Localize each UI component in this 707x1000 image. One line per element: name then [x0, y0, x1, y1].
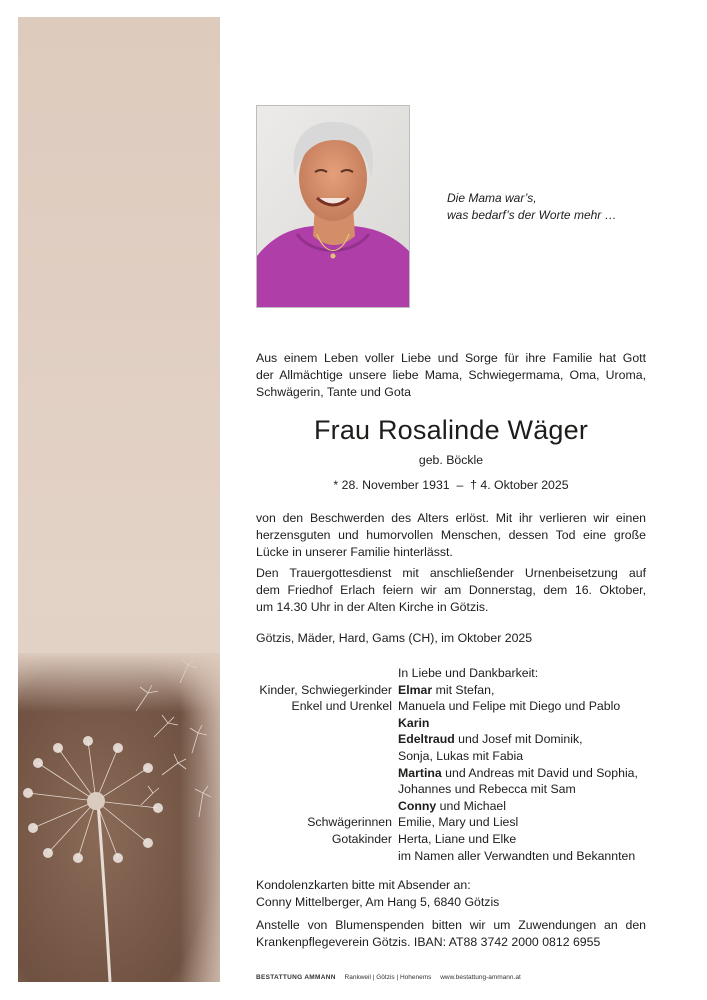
mourner-names — [398, 814, 680, 831]
intro-paragraph — [256, 350, 646, 401]
mourner-rest: Manuela und Felipe mit Diego und Pablo — [398, 699, 621, 714]
condolence-line: Kondolenzkarten bitte mit Absender an: — [256, 878, 471, 892]
mourners-heading: In Liebe und Dankbarkeit: — [398, 666, 539, 680]
mourner-names — [398, 765, 680, 782]
mourner-role — [200, 765, 398, 782]
mourner-role — [200, 715, 398, 732]
mourner-row — [200, 715, 680, 732]
footer — [256, 974, 528, 981]
mourner-role: Kinder, Schwiegerkinder — [259, 682, 392, 697]
mourner-names — [398, 798, 680, 815]
donation-paragraph — [256, 917, 646, 951]
donation-line: Krankenpflegeverein Götzis. IBAN: AT88 3742 2000 0812 6955 — [256, 935, 601, 949]
motto-line: Die Mama war’s, — [447, 191, 537, 205]
mourners-heading-row — [200, 665, 680, 682]
mourner-names — [398, 831, 680, 848]
body-paragraph — [256, 510, 646, 561]
body-line: herzensguten und humorvollen Menschen, dessen Tod eine große — [256, 528, 646, 542]
mourners-list — [200, 665, 680, 864]
service-paragraph — [256, 565, 646, 616]
mourner-role: Schwägerinnen — [307, 815, 392, 830]
mourner-row — [200, 848, 680, 865]
mourner-role: Enkel und Urenkel — [291, 699, 392, 714]
mourner-bold-name: Conny — [398, 798, 437, 813]
condolence-paragraph — [256, 877, 646, 911]
condolence-line: Conny Mittelberger, Am Hang 5, 6840 Götzis — [256, 895, 500, 909]
mourner-row — [200, 781, 680, 798]
mourner-bold-name: Elmar — [398, 682, 433, 697]
mourner-role — [200, 748, 398, 765]
mourner-role — [200, 781, 398, 798]
mourner-names — [398, 731, 680, 748]
intro-line: Aus einem Leben voller Liebe und Sorge für ihre Familie hat Gott — [256, 351, 646, 365]
body-line: Lücke in unserer Familie hinterlässt. — [256, 545, 453, 559]
mourner-row — [200, 765, 680, 782]
portrait-photo — [256, 105, 410, 308]
mourner-row — [200, 814, 680, 831]
deceased-name: Frau Rosalinde Wäger — [313, 415, 589, 445]
mourner-rows — [200, 682, 680, 865]
mourner-names — [398, 848, 680, 865]
mourner-row — [200, 731, 680, 748]
dandelion-image — [18, 653, 220, 982]
mourner-role — [200, 798, 398, 815]
mourner-bold-name: Martina — [398, 765, 442, 780]
birth-name: geb. Böckle — [418, 453, 484, 467]
mourner-rest: und Michael — [436, 798, 506, 813]
intro-line: Schwägerin, Tante und Gota — [256, 385, 411, 399]
mourner-role — [200, 848, 398, 865]
mourner-row — [200, 831, 680, 848]
mourner-role — [200, 731, 398, 748]
mourner-bold-name: Karin — [398, 715, 430, 730]
motto-line: was bedarf’s der Worte mehr … — [447, 208, 617, 222]
mourner-names — [398, 781, 680, 798]
mourner-row — [200, 798, 680, 815]
place-date: Götzis, Mäder, Hard, Gams (CH), im Oktober 2025 — [256, 631, 533, 645]
mourner-rest: Sonja, Lukas mit Fabia — [398, 748, 524, 763]
mourner-names — [398, 715, 680, 732]
donation-line: Anstelle von Blumenspenden bitten wir um Zuwendungen an den — [256, 918, 646, 932]
service-line: dem Friedhof Erlach feiern wir am Donnerstag, dem 16. Oktober, — [256, 583, 646, 597]
motto-quote — [447, 190, 677, 224]
mourner-names — [398, 748, 680, 765]
mourner-names — [398, 682, 680, 699]
mourner-row — [200, 748, 680, 765]
company-name: BESTATTUNG AMMANN — [256, 974, 336, 981]
body-line: von den Beschwerden des Alters erlöst. Mit ihr verlieren wir einen — [256, 511, 646, 525]
life-dates: * 28. November 1931 – † 4. Oktober 2025 — [333, 478, 569, 492]
mourner-rest: mit Stefan, — [432, 682, 495, 697]
company-locations: Rankweil | Götzis | Hohenems — [344, 974, 432, 981]
mourner-rest: Herta, Liane und Elke — [398, 831, 517, 846]
mourner-rest: Johannes und Rebecca mit Sam — [398, 782, 576, 797]
mourner-row — [200, 698, 680, 715]
mourner-names — [398, 698, 680, 715]
mourner-rest: im Namen aller Verwandten und Bekannten — [398, 848, 636, 863]
mourner-rest: Emilie, Mary und Liesl — [398, 815, 519, 830]
company-website[interactable]: www.bestattung-ammann.at — [440, 974, 521, 981]
mourner-rest: und Josef mit Dominik, — [454, 732, 583, 747]
service-line: Den Trauergottesdienst mit anschließender Urnenbeisetzung auf — [256, 566, 646, 580]
mourner-row — [200, 682, 680, 699]
mourner-role: Gotakinder — [331, 831, 392, 846]
mourner-rest: und Andreas mit David und Sophia, — [441, 765, 638, 780]
intro-line: der Allmächtige unsere liebe Mama, Schwiegermama, Oma, Uroma, — [256, 368, 646, 382]
mourner-bold-name: Edeltraud — [398, 732, 455, 747]
service-line: um 14.30 Uhr in der Alten Kirche in Götzis. — [256, 600, 489, 614]
